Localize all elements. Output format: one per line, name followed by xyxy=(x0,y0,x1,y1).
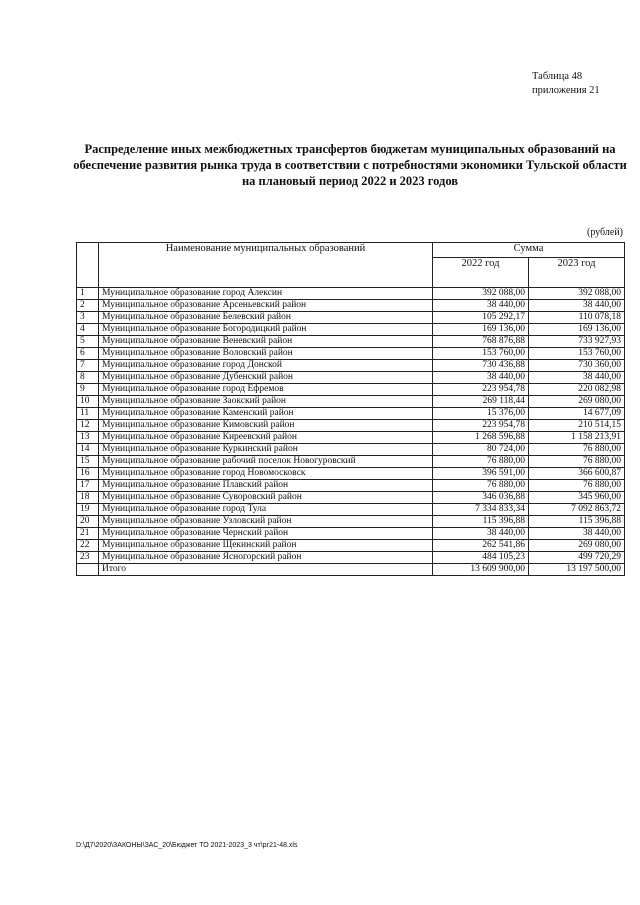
table-row xyxy=(77,456,625,468)
row-number: 21 xyxy=(77,528,99,540)
table-row xyxy=(77,528,625,540)
amount-2022: 269 118,44 xyxy=(433,396,529,408)
table-reference xyxy=(532,70,600,98)
table-row xyxy=(77,504,625,516)
municipality-name: Муниципальное образование Богородицкий район xyxy=(99,324,433,336)
table-row xyxy=(77,432,625,444)
table-row xyxy=(77,480,625,492)
row-number: 17 xyxy=(77,480,99,492)
municipality-name: Муниципальное образование рабочий поселок Новогуровский xyxy=(99,456,433,468)
amount-2022: 169 136,00 xyxy=(433,324,529,336)
amount-2022: 396 591,00 xyxy=(433,468,529,480)
amount-2022: 730 436,88 xyxy=(433,360,529,372)
row-number: 8 xyxy=(77,372,99,384)
row-number: 10 xyxy=(77,396,99,408)
row-number: 23 xyxy=(77,552,99,564)
row-number: 1 xyxy=(77,288,99,300)
amount-2023: 38 440,00 xyxy=(529,372,625,384)
amount-2022: 223 954,78 xyxy=(433,384,529,396)
sum-column-header: Сумма xyxy=(433,243,625,258)
amount-2023: 14 677,09 xyxy=(529,408,625,420)
amount-2023: 269 080,00 xyxy=(529,540,625,552)
table-row xyxy=(77,396,625,408)
municipality-name: Муниципальное образование Заокский район xyxy=(99,396,433,408)
row-number: 4 xyxy=(77,324,99,336)
amount-2023: 38 440,00 xyxy=(529,528,625,540)
total-label: Итого xyxy=(99,564,433,576)
table-row xyxy=(77,468,625,480)
amount-2022: 38 440,00 xyxy=(433,372,529,384)
amount-2022: 15 376,00 xyxy=(433,408,529,420)
amount-2023: 345 960,00 xyxy=(529,492,625,504)
table-row xyxy=(77,408,625,420)
table-row xyxy=(77,552,625,564)
amount-2022: 38 440,00 xyxy=(433,300,529,312)
row-number: 5 xyxy=(77,336,99,348)
table-row xyxy=(77,288,625,300)
table-row xyxy=(77,360,625,372)
table-row xyxy=(77,384,625,396)
amount-2023: 115 396,88 xyxy=(529,516,625,528)
municipality-name: Муниципальное образование Дубенский район xyxy=(99,372,433,384)
amount-2023: 392 088,00 xyxy=(529,288,625,300)
amount-2022: 80 724,00 xyxy=(433,444,529,456)
table-row xyxy=(77,300,625,312)
total-2022: 13 609 900,00 xyxy=(433,564,529,576)
municipality-name: Муниципальное образование Арсеньевский район xyxy=(99,300,433,312)
row-number: 16 xyxy=(77,468,99,480)
amount-2023: 76 880,00 xyxy=(529,480,625,492)
municipality-name: Муниципальное образование город Тула xyxy=(99,504,433,516)
municipality-name: Муниципальное образование Суворовский район xyxy=(99,492,433,504)
amount-2023: 269 080,00 xyxy=(529,396,625,408)
row-number: 9 xyxy=(77,384,99,396)
year-2023-header: 2023 год xyxy=(529,258,625,288)
municipality-name: Муниципальное образование город Алексин xyxy=(99,288,433,300)
table-row xyxy=(77,420,625,432)
municipality-name: Муниципальное образование Киреевский район xyxy=(99,432,433,444)
amount-2022: 768 876,88 xyxy=(433,336,529,348)
transfers-table xyxy=(76,242,625,576)
amount-2023: 169 136,00 xyxy=(529,324,625,336)
municipality-name: Муниципальное образование Кимовский район xyxy=(99,420,433,432)
row-number: 12 xyxy=(77,420,99,432)
total-number-cell xyxy=(77,564,99,576)
municipality-name: Муниципальное образование город Новомосковск xyxy=(99,468,433,480)
amount-2023: 220 082,98 xyxy=(529,384,625,396)
amount-2022: 38 440,00 xyxy=(433,528,529,540)
row-number: 22 xyxy=(77,540,99,552)
table-number: Таблица 48 xyxy=(532,71,583,82)
table-row xyxy=(77,336,625,348)
row-number: 6 xyxy=(77,348,99,360)
amount-2022: 346 036,88 xyxy=(433,492,529,504)
municipality-name: Муниципальное образование Щекинский район xyxy=(99,540,433,552)
row-number: 3 xyxy=(77,312,99,324)
table-row xyxy=(77,516,625,528)
amount-2023: 499 720,29 xyxy=(529,552,625,564)
amount-2023: 730 360,00 xyxy=(529,360,625,372)
municipality-name: Муниципальное образование Веневский район xyxy=(99,336,433,348)
municipality-name: Муниципальное образование Куркинский район xyxy=(99,444,433,456)
amount-2022: 153 760,00 xyxy=(433,348,529,360)
amount-2023: 1 158 213,91 xyxy=(529,432,625,444)
table-row xyxy=(77,492,625,504)
row-number: 7 xyxy=(77,360,99,372)
table-row xyxy=(77,444,625,456)
table-row xyxy=(77,348,625,360)
table-row xyxy=(77,540,625,552)
amount-2023: 366 600,87 xyxy=(529,468,625,480)
appendix-number: приложения 21 xyxy=(532,85,600,96)
row-number: 20 xyxy=(77,516,99,528)
municipality-name: Муниципальное образование Узловский район xyxy=(99,516,433,528)
amount-2022: 105 292,17 xyxy=(433,312,529,324)
municipality-name: Муниципальное образование город Ефремов xyxy=(99,384,433,396)
table-row xyxy=(77,372,625,384)
municipality-name: Муниципальное образование Ясногорский район xyxy=(99,552,433,564)
amount-2023: 76 880,00 xyxy=(529,444,625,456)
amount-2022: 392 088,00 xyxy=(433,288,529,300)
municipality-name: Муниципальное образование Плавский район xyxy=(99,480,433,492)
document-title: Распределение иных межбюджетных трансфертов бюджетам муниципальных образований на обеспечение развития рынка труда в соответствии с потребностями экономики Тульской области на плановый период 2022 и 2023 годов xyxy=(73,142,627,188)
row-number: 14 xyxy=(77,444,99,456)
municipality-name: Муниципальное образование Каменский район xyxy=(99,408,433,420)
row-number-header xyxy=(77,243,99,288)
municipality-name: Муниципальное образование Белевский район xyxy=(99,312,433,324)
total-2023: 13 197 500,00 xyxy=(529,564,625,576)
amount-2023: 110 078,18 xyxy=(529,312,625,324)
row-number: 13 xyxy=(77,432,99,444)
amount-2022: 7 334 833,34 xyxy=(433,504,529,516)
amount-2022: 1 268 596,88 xyxy=(433,432,529,444)
amount-2022: 76 880,00 xyxy=(433,480,529,492)
amount-2023: 38 440,00 xyxy=(529,300,625,312)
table-row xyxy=(77,324,625,336)
row-number: 15 xyxy=(77,456,99,468)
amount-2023: 210 514,15 xyxy=(529,420,625,432)
row-number: 11 xyxy=(77,408,99,420)
amount-2022: 262 541,86 xyxy=(433,540,529,552)
units-label: (рублей) xyxy=(586,227,623,238)
municipality-name: Муниципальное образование город Донской xyxy=(99,360,433,372)
year-2022-header: 2022 год xyxy=(433,258,529,288)
amount-2022: 115 396,88 xyxy=(433,516,529,528)
file-path-footer: D:\Д7\2020\ЗАКОНЫ\ЗАС_20\Бюджет ТО 2021-2023_3 чт\рг21-48.xls xyxy=(76,842,298,849)
municipality-name: Муниципальное образование Чернский район xyxy=(99,528,433,540)
table-row xyxy=(77,312,625,324)
municipality-name: Муниципальное образование Воловский район xyxy=(99,348,433,360)
total-row xyxy=(77,564,625,576)
name-column-header: Наименование муниципальных образований xyxy=(99,243,433,288)
amount-2022: 76 880,00 xyxy=(433,456,529,468)
row-number: 18 xyxy=(77,492,99,504)
amount-2023: 7 092 863,72 xyxy=(529,504,625,516)
amount-2022: 223 954,78 xyxy=(433,420,529,432)
amount-2023: 153 760,00 xyxy=(529,348,625,360)
amount-2022: 484 105,23 xyxy=(433,552,529,564)
amount-2023: 76 880,00 xyxy=(529,456,625,468)
amount-2023: 733 927,93 xyxy=(529,336,625,348)
row-number: 19 xyxy=(77,504,99,516)
row-number: 2 xyxy=(77,300,99,312)
